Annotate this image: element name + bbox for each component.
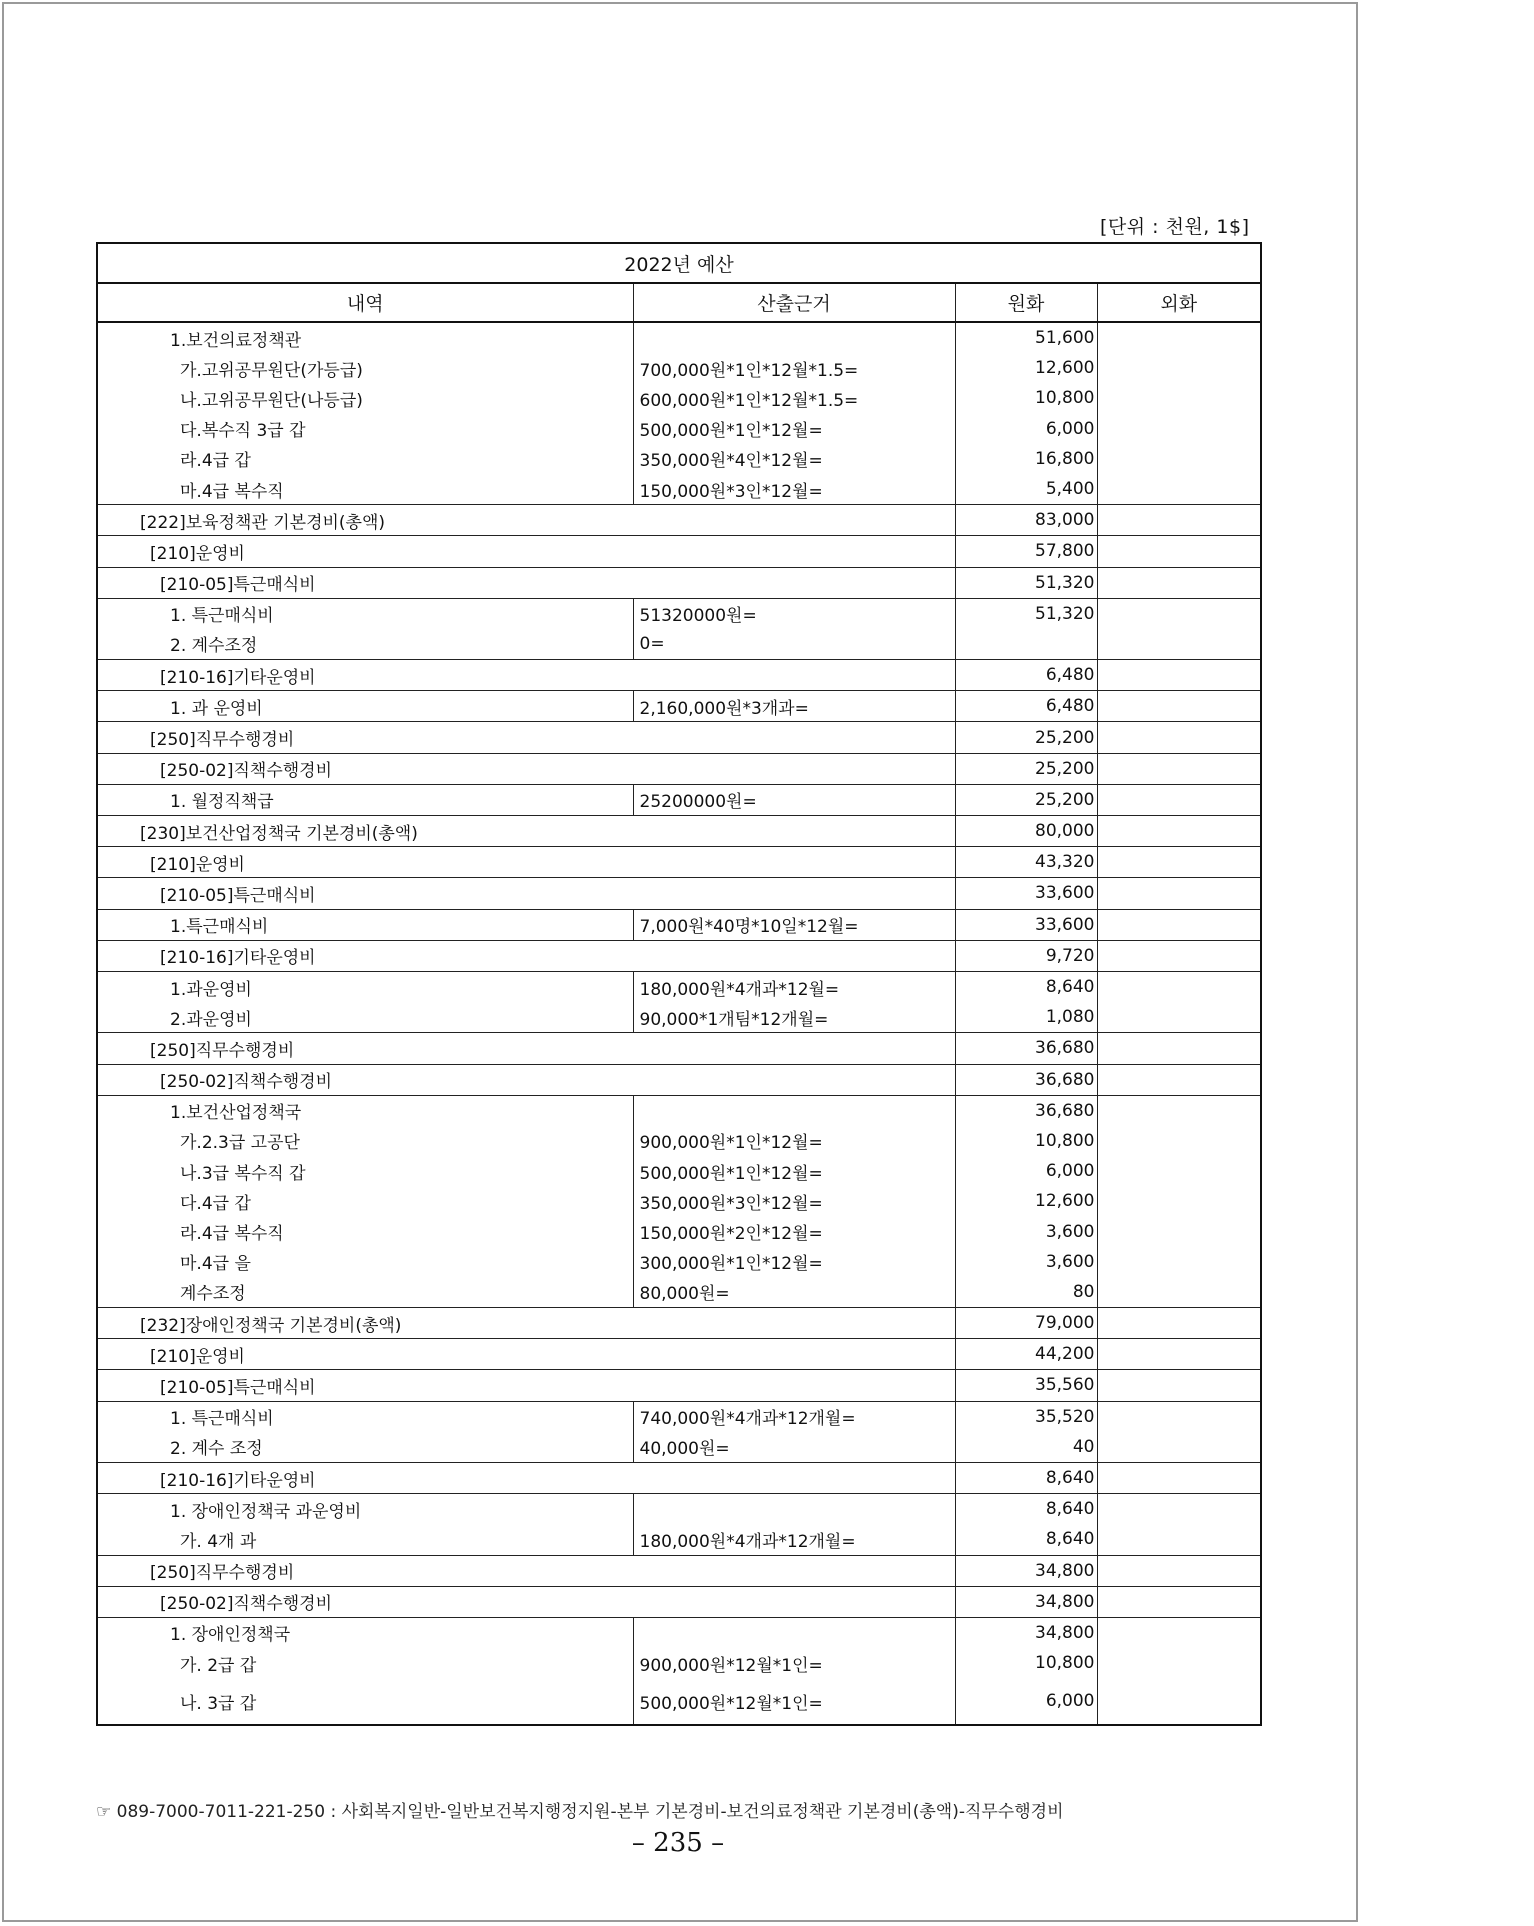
row-basis: 350,000원*4인*12월= [633, 444, 955, 474]
table-row [97, 383, 1261, 413]
row-won-amount: 25,200 [955, 784, 1097, 815]
row-foreign-amount [1097, 1156, 1261, 1186]
row-item: 마.4급 을 [97, 1247, 633, 1277]
table-row [97, 414, 1261, 444]
row-basis: 900,000원*12월*1인= [633, 1648, 955, 1678]
row-foreign-amount [1097, 1126, 1261, 1156]
column-header-item: 내역 [97, 283, 633, 322]
row-basis: 700,000원*1인*12월*1.5= [633, 353, 955, 383]
table-row [97, 1033, 1261, 1064]
row-item: [250]직무수행경비 [97, 1555, 955, 1586]
row-foreign-amount [1097, 1462, 1261, 1493]
row-foreign-amount [1097, 474, 1261, 505]
table-row [97, 1462, 1261, 1493]
row-item: 1. 월정직책급 [97, 784, 633, 815]
row-foreign-amount [1097, 322, 1261, 353]
row-basis: 2,160,000원*3개과= [633, 691, 955, 722]
table-row [97, 567, 1261, 598]
table-row [97, 1186, 1261, 1216]
row-won-amount [955, 629, 1097, 660]
footnote: ☞ 089-7000-7011-221-250 : 사회복지일반-일반보건복지행정지원-본부 기본경비-보건의료정책관 기본경비(총액)-직무수행경비 [96, 1802, 1064, 1822]
row-foreign-amount [1097, 1033, 1261, 1064]
row-item: 가. 2급 갑 [97, 1648, 633, 1678]
row-item: [232]장애인정책국 기본경비(총액) [97, 1308, 955, 1339]
row-won-amount: 43,320 [955, 847, 1097, 878]
table-row [97, 1064, 1261, 1095]
table-row [97, 322, 1261, 353]
table-row [97, 691, 1261, 722]
row-won-amount: 36,680 [955, 1033, 1097, 1064]
row-foreign-amount [1097, 753, 1261, 784]
row-basis: 25200000원= [633, 784, 955, 815]
row-basis: 80,000원= [633, 1277, 955, 1308]
column-header-foreign: 외화 [1097, 283, 1261, 322]
row-won-amount: 57,800 [955, 536, 1097, 567]
row-item: 마.4급 복수직 [97, 474, 633, 505]
row-won-amount: 33,600 [955, 878, 1097, 909]
table-row [97, 1156, 1261, 1186]
row-won-amount: 8,640 [955, 971, 1097, 1002]
row-basis: 40,000원= [633, 1432, 955, 1463]
row-basis: 150,000원*3인*12월= [633, 474, 955, 505]
row-won-amount: 34,800 [955, 1586, 1097, 1617]
row-item: [210]운영비 [97, 536, 955, 567]
row-item: 1. 특근매식비 [97, 1401, 633, 1432]
row-won-amount: 25,200 [955, 722, 1097, 753]
row-won-amount: 8,640 [955, 1462, 1097, 1493]
row-foreign-amount [1097, 1648, 1261, 1678]
row-foreign-amount [1097, 878, 1261, 909]
unit-note: [단위 : 천원, 1$] [1100, 216, 1250, 238]
row-won-amount: 16,800 [955, 444, 1097, 474]
row-basis: 600,000원*1인*12월*1.5= [633, 383, 955, 413]
row-item: [250-02]직책수행경비 [97, 753, 955, 784]
row-won-amount: 3,600 [955, 1247, 1097, 1277]
row-item: [250-02]직책수행경비 [97, 1064, 955, 1095]
row-foreign-amount [1097, 1064, 1261, 1095]
row-item: 나. 3급 갑 [97, 1678, 633, 1725]
row-won-amount: 25,200 [955, 753, 1097, 784]
row-foreign-amount [1097, 1095, 1261, 1126]
row-foreign-amount [1097, 353, 1261, 383]
row-foreign-amount [1097, 1524, 1261, 1555]
row-foreign-amount [1097, 1586, 1261, 1617]
row-won-amount: 36,680 [955, 1095, 1097, 1126]
row-won-amount: 80,000 [955, 816, 1097, 847]
row-won-amount: 79,000 [955, 1308, 1097, 1339]
row-foreign-amount [1097, 1339, 1261, 1370]
row-basis [633, 322, 955, 353]
row-foreign-amount [1097, 1617, 1261, 1648]
table-row [97, 1247, 1261, 1277]
table-title: 2022년 예산 [97, 243, 1261, 283]
table-row [97, 753, 1261, 784]
table-row [97, 784, 1261, 815]
row-foreign-amount [1097, 598, 1261, 629]
table-row [97, 660, 1261, 691]
row-won-amount: 34,800 [955, 1555, 1097, 1586]
row-won-amount: 6,000 [955, 1156, 1097, 1186]
row-foreign-amount [1097, 414, 1261, 444]
row-basis: 350,000원*3인*12월= [633, 1186, 955, 1216]
column-header-basis: 산출근거 [633, 283, 955, 322]
row-foreign-amount [1097, 1308, 1261, 1339]
column-header-won: 원화 [955, 283, 1097, 322]
row-item: 1.과운영비 [97, 971, 633, 1002]
row-won-amount: 8,640 [955, 1494, 1097, 1525]
row-won-amount: 44,200 [955, 1339, 1097, 1370]
row-won-amount: 6,000 [955, 1678, 1097, 1725]
row-foreign-amount [1097, 847, 1261, 878]
row-basis [633, 1617, 955, 1648]
row-item: [250-02]직책수행경비 [97, 1586, 955, 1617]
row-item: [210]운영비 [97, 1339, 955, 1370]
table-row [97, 1586, 1261, 1617]
row-item: [210-16]기타운영비 [97, 1462, 955, 1493]
page-number: – 235 – [631, 1828, 725, 1858]
row-foreign-amount [1097, 1370, 1261, 1401]
row-basis: 90,000*1개팀*12개월= [633, 1002, 955, 1033]
row-foreign-amount [1097, 691, 1261, 722]
row-foreign-amount [1097, 629, 1261, 660]
row-foreign-amount [1097, 1186, 1261, 1216]
row-foreign-amount [1097, 1247, 1261, 1277]
table-row [97, 1126, 1261, 1156]
row-foreign-amount [1097, 971, 1261, 1002]
row-won-amount: 12,600 [955, 353, 1097, 383]
row-foreign-amount [1097, 722, 1261, 753]
row-item: 1. 과 운영비 [97, 691, 633, 722]
row-item: [210-05]특근매식비 [97, 1370, 955, 1401]
row-won-amount: 33,600 [955, 909, 1097, 940]
row-won-amount: 6,480 [955, 691, 1097, 722]
table-row [97, 1002, 1261, 1033]
table-row [97, 629, 1261, 660]
table-row [97, 1432, 1261, 1463]
row-item: [210-05]특근매식비 [97, 878, 955, 909]
table-row [97, 1648, 1261, 1678]
row-basis: 7,000원*40명*10일*12월= [633, 909, 955, 940]
table-row [97, 940, 1261, 971]
row-item: [230]보건산업정책국 기본경비(총액) [97, 816, 955, 847]
row-item: 1.특근매식비 [97, 909, 633, 940]
row-won-amount: 83,000 [955, 505, 1097, 536]
row-won-amount: 3,600 [955, 1216, 1097, 1246]
row-item: 나.3급 복수직 갑 [97, 1156, 633, 1186]
row-foreign-amount [1097, 1432, 1261, 1463]
table-row [97, 1370, 1261, 1401]
row-basis: 180,000원*4개과*12월= [633, 971, 955, 1002]
row-won-amount: 12,600 [955, 1186, 1097, 1216]
row-foreign-amount [1097, 536, 1261, 567]
table-row [97, 1617, 1261, 1648]
row-item: [210-05]특근매식비 [97, 567, 955, 598]
row-won-amount: 51,320 [955, 598, 1097, 629]
row-won-amount: 10,800 [955, 383, 1097, 413]
row-item: 다.4급 갑 [97, 1186, 633, 1216]
row-foreign-amount [1097, 1216, 1261, 1246]
row-foreign-amount [1097, 1277, 1261, 1308]
table-row [97, 1555, 1261, 1586]
row-won-amount: 6,480 [955, 660, 1097, 691]
row-foreign-amount [1097, 505, 1261, 536]
row-item: [210-16]기타운영비 [97, 660, 955, 691]
row-won-amount: 1,080 [955, 1002, 1097, 1033]
row-basis: 150,000원*2인*12월= [633, 1216, 955, 1246]
row-basis [633, 1494, 955, 1525]
table-row [97, 536, 1261, 567]
row-item: 1.보건의료정책관 [97, 322, 633, 353]
row-item: 나.고위공무원단(나등급) [97, 383, 633, 413]
row-foreign-amount [1097, 660, 1261, 691]
row-won-amount: 9,720 [955, 940, 1097, 971]
table-row [97, 1095, 1261, 1126]
row-basis [633, 1095, 955, 1126]
row-item: 1.보건산업정책국 [97, 1095, 633, 1126]
table-row [97, 816, 1261, 847]
table-row [97, 1339, 1261, 1370]
table-row [97, 1401, 1261, 1432]
budget-table [96, 242, 1262, 1726]
table-row [97, 1678, 1261, 1725]
table-row [97, 1524, 1261, 1555]
row-won-amount: 51,320 [955, 567, 1097, 598]
row-item: 다.복수직 3급 갑 [97, 414, 633, 444]
row-foreign-amount [1097, 383, 1261, 413]
row-foreign-amount [1097, 784, 1261, 815]
row-item: 가.2.3급 고공단 [97, 1126, 633, 1156]
row-foreign-amount [1097, 816, 1261, 847]
row-won-amount: 80 [955, 1277, 1097, 1308]
row-item: [210-16]기타운영비 [97, 940, 955, 971]
row-item: [250]직무수행경비 [97, 1033, 955, 1064]
row-basis: 500,000원*1인*12월= [633, 1156, 955, 1186]
row-won-amount: 10,800 [955, 1648, 1097, 1678]
row-item: 1. 장애인정책국 [97, 1617, 633, 1648]
table-row [97, 1216, 1261, 1246]
row-won-amount: 36,680 [955, 1064, 1097, 1095]
row-basis: 180,000원*4개과*12개월= [633, 1524, 955, 1555]
row-won-amount: 6,000 [955, 414, 1097, 444]
row-won-amount: 5,400 [955, 474, 1097, 505]
row-basis: 900,000원*1인*12월= [633, 1126, 955, 1156]
row-item: 가.고위공무원단(가등급) [97, 353, 633, 383]
book-page-edges [1356, 0, 1534, 1926]
row-foreign-amount [1097, 1494, 1261, 1525]
row-won-amount: 10,800 [955, 1126, 1097, 1156]
row-basis: 0= [633, 629, 955, 660]
table-row [97, 598, 1261, 629]
table-row [97, 353, 1261, 383]
table-row [97, 1308, 1261, 1339]
row-foreign-amount [1097, 1555, 1261, 1586]
row-item: 2.과운영비 [97, 1002, 633, 1033]
row-item: [210]운영비 [97, 847, 955, 878]
row-won-amount: 35,520 [955, 1401, 1097, 1432]
row-basis: 500,000원*1인*12월= [633, 414, 955, 444]
row-item: 라.4급 복수직 [97, 1216, 633, 1246]
row-item: [250]직무수행경비 [97, 722, 955, 753]
row-won-amount: 34,800 [955, 1617, 1097, 1648]
row-foreign-amount [1097, 1002, 1261, 1033]
row-foreign-amount [1097, 940, 1261, 971]
row-won-amount: 40 [955, 1432, 1097, 1463]
table-row [97, 878, 1261, 909]
row-basis: 740,000원*4개과*12개월= [633, 1401, 955, 1432]
row-item: 2. 계수조정 [97, 629, 633, 660]
table-row [97, 474, 1261, 505]
row-won-amount: 35,560 [955, 1370, 1097, 1401]
table-row [97, 909, 1261, 940]
row-item: 계수조정 [97, 1277, 633, 1308]
row-basis: 51320000원= [633, 598, 955, 629]
row-item: 가. 4개 과 [97, 1524, 633, 1555]
row-foreign-amount [1097, 1678, 1261, 1725]
row-basis: 300,000원*1인*12월= [633, 1247, 955, 1277]
row-won-amount: 8,640 [955, 1524, 1097, 1555]
row-item: 1. 장애인정책국 과운영비 [97, 1494, 633, 1525]
row-item: [222]보육정책관 기본경비(총액) [97, 505, 955, 536]
table-row [97, 505, 1261, 536]
row-foreign-amount [1097, 1401, 1261, 1432]
table-row [97, 722, 1261, 753]
table-row [97, 444, 1261, 474]
table-row [97, 1277, 1261, 1308]
row-won-amount: 51,600 [955, 322, 1097, 353]
row-item: 2. 계수 조정 [97, 1432, 633, 1463]
table-row [97, 847, 1261, 878]
table-body [97, 322, 1261, 1725]
row-item: 1. 특근매식비 [97, 598, 633, 629]
row-foreign-amount [1097, 909, 1261, 940]
row-basis: 500,000원*12월*1인= [633, 1678, 955, 1725]
row-foreign-amount [1097, 567, 1261, 598]
table-row [97, 1494, 1261, 1525]
table-row [97, 971, 1261, 1002]
row-item: 라.4급 갑 [97, 444, 633, 474]
row-foreign-amount [1097, 444, 1261, 474]
